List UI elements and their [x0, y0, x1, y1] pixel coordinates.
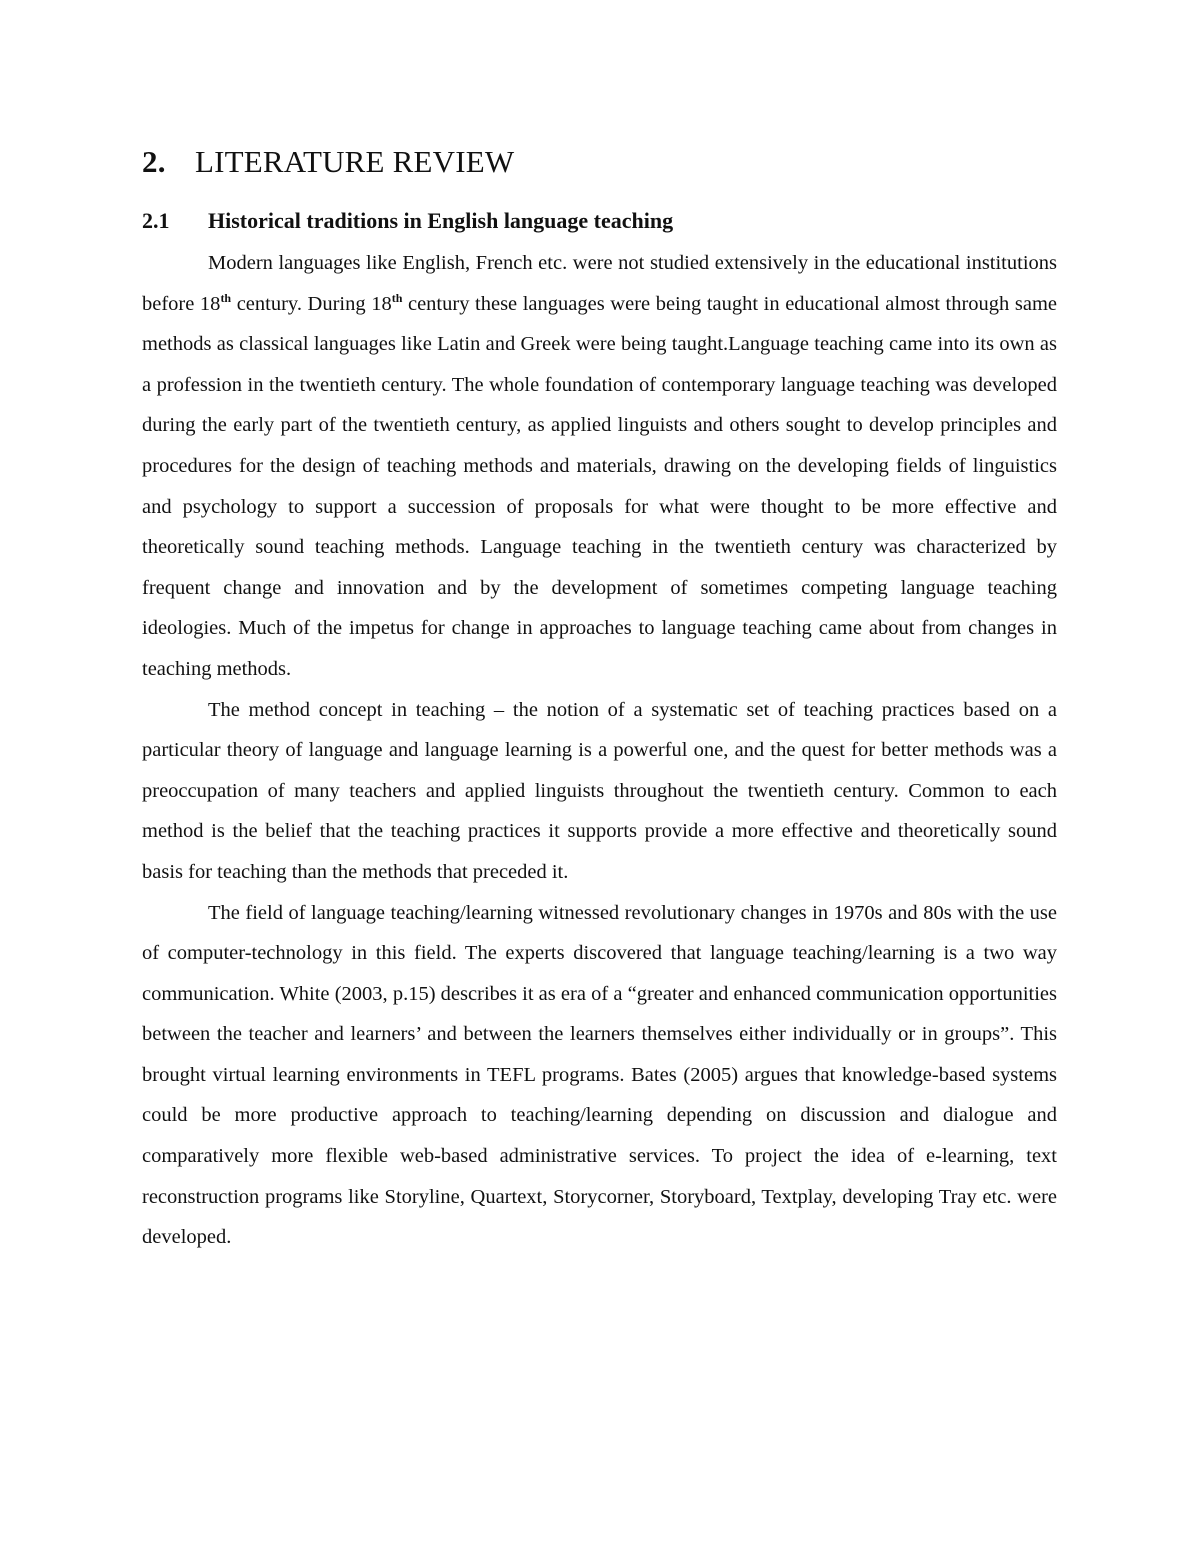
- superscript-th-2: th: [391, 290, 403, 305]
- document-content: [142, 140, 1057, 1258]
- chapter-heading: [142, 140, 1057, 184]
- paragraph-3: The field of language teaching/learning witnessed revolutionary changes in 1970s and 80s with the use of computer-technology in this field. The experts discovered that language teaching/learning is a two way communication. White (2003, p.15) describes it as era of a “greater and enhanced communication opportunities between the teacher and learners’ and between the learners themselves either individually or in groups”. This brought virtual learning environments in TEFL programs. Bates (2005) argues that knowledge-based systems could be more productive approach to teaching/learning depending on discussion and dialogue and comparatively more flexible web-based administrative services. To project the idea of e-learning, text reconstruction programs like Storyline, Quartext, Storycorner, Storyboard, Textplay, developing Tray etc. were developed.: [142, 901, 1057, 1249]
- superscript-th-1: th: [220, 290, 232, 305]
- paragraph-1: [142, 243, 1057, 690]
- chapter-title: LITERATURE REVIEW: [195, 144, 515, 179]
- paragraph-1-part-c: century these languages were being taught in educational almost through same methods as classical languages like Latin and Greek were being taught.Language teaching came into its own as a profession in the twentieth century. The whole foundation of contemporary language teaching was developed during the early part of the twentieth century, as applied linguists and others sought to develop principles and procedures for the design of teaching methods and materials, drawing on the developing fields of linguistics and psychology to support a succession of proposals for what were thought to be more effective and theoretically sound teaching methods. Language teaching in the twentieth century was characterized by frequent change and innovation and by the development of sometimes competing language teaching ideologies. Much of the impetus for change in approaches to language teaching came about from changes in teaching methods.: [142, 292, 1057, 680]
- chapter-number: 2.: [142, 144, 166, 179]
- section-number: 2.1: [142, 208, 170, 233]
- paragraph-2: The method concept in teaching – the notion of a systematic set of teaching practices based on a particular theory of language and language learning is a powerful one, and the quest for better methods was a preoccupation of many teachers and applied linguists throughout the twentieth century. Common to each method is the belief that the teaching practices it supports provide a more effective and theoretically sound basis for teaching than the methods that preceded it.: [142, 698, 1057, 883]
- paragraph-1-part-b: century. During 18: [231, 292, 392, 315]
- section-title: Historical traditions in English language teaching: [208, 208, 674, 233]
- section-heading: [142, 206, 1057, 236]
- paragraph-1-part-a: Modern languages like English, French etc. were not studied extensively in the educational institutions before 18: [142, 252, 1057, 315]
